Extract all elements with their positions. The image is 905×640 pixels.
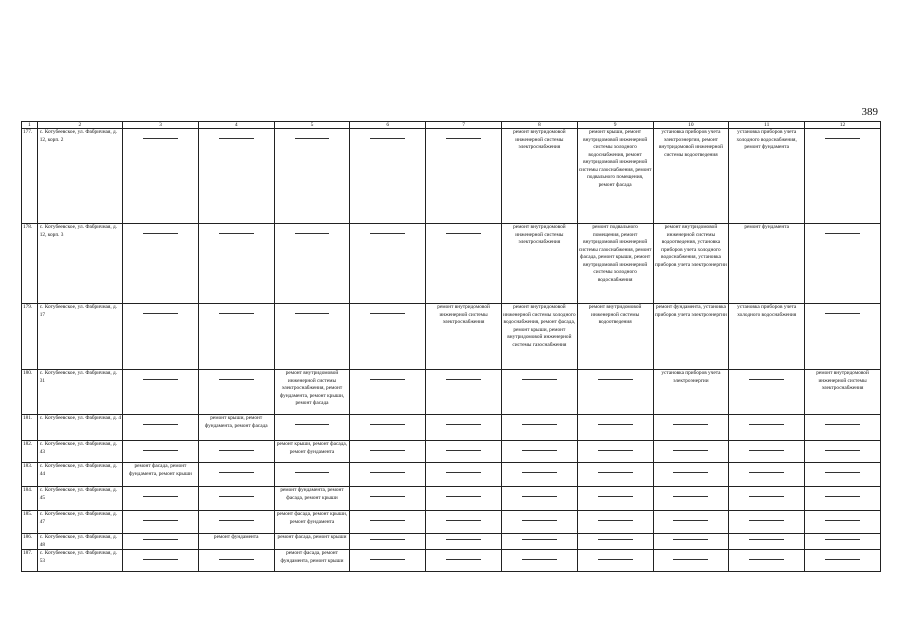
empty-cell <box>123 304 199 370</box>
works-cell: ремонт внутридомовой инженерной системы водоотведения, установка приборов учета холодного водоснабжения, установка приборов учета электроэнергии <box>653 224 729 304</box>
row-number: 178. <box>22 224 38 304</box>
empty-cell <box>198 550 274 572</box>
empty-cell <box>805 129 881 224</box>
empty-cell <box>653 441 729 463</box>
dash-mark <box>295 472 330 473</box>
row-number: 180. <box>22 370 38 415</box>
table-row <box>22 370 881 415</box>
empty-cell <box>805 550 881 572</box>
dash-mark <box>673 472 708 473</box>
dash-mark <box>825 450 860 451</box>
table-row <box>22 511 881 534</box>
works-cell: ремонт фундамента <box>198 534 274 550</box>
empty-cell <box>653 487 729 511</box>
table-row <box>22 304 881 370</box>
empty-cell <box>729 415 805 441</box>
dash-mark <box>370 313 405 314</box>
empty-cell <box>501 487 577 511</box>
dash-mark <box>370 233 405 234</box>
dash-mark <box>446 496 481 497</box>
dash-mark <box>219 472 254 473</box>
empty-cell <box>577 550 653 572</box>
address-cell: с. Котубеевское, ул. Фабричная, д. 17 <box>37 304 122 370</box>
dash-mark <box>749 559 784 560</box>
empty-cell <box>729 463 805 487</box>
dash-mark <box>522 520 557 521</box>
table-row <box>22 463 881 487</box>
address-cell: с. Котубеевское, ул. Фабричная, д. 53 <box>37 550 122 572</box>
works-cell: ремонт внутридомовой инженерной системы электроснабжения <box>805 370 881 415</box>
column-number: 7 <box>426 122 502 129</box>
works-cell: ремонт внутридомовой инженерной системы электроснабжения <box>426 304 502 370</box>
works-cell: ремонт внутридомовой инженерной системы электроснабжения, ремонт фундамента, ремонт крыши, ремонт фасада <box>274 370 350 415</box>
empty-cell <box>198 304 274 370</box>
empty-cell <box>274 463 350 487</box>
empty-cell <box>805 441 881 463</box>
empty-cell <box>653 415 729 441</box>
table-row <box>22 441 881 463</box>
dash-mark <box>598 424 633 425</box>
empty-cell <box>123 129 199 224</box>
dash-mark <box>749 539 784 540</box>
table-row <box>22 534 881 550</box>
works-cell: ремонт крыши, ремонт фундамента, ремонт фасада <box>198 415 274 441</box>
dash-mark <box>446 539 481 540</box>
empty-cell <box>198 129 274 224</box>
row-number: 185. <box>22 511 38 534</box>
dash-mark <box>522 424 557 425</box>
empty-cell <box>350 534 426 550</box>
works-cell: ремонт внутридомовой инженерной системы водоотведения <box>577 304 653 370</box>
empty-cell <box>350 415 426 441</box>
address-cell: с. Котубеевское, ул. Фабричная, д. 47 <box>37 511 122 534</box>
empty-cell <box>350 511 426 534</box>
empty-cell <box>501 441 577 463</box>
works-cell: ремонт внутридомовой инженерной системы электроснабжения <box>501 224 577 304</box>
empty-cell <box>729 511 805 534</box>
empty-cell <box>123 224 199 304</box>
dash-mark <box>370 450 405 451</box>
empty-cell <box>729 441 805 463</box>
row-number: 183. <box>22 463 38 487</box>
column-number: 3 <box>123 122 199 129</box>
column-number: 6 <box>350 122 426 129</box>
empty-cell <box>426 463 502 487</box>
dash-mark <box>219 233 254 234</box>
dash-mark <box>825 424 860 425</box>
dash-mark <box>143 379 178 380</box>
empty-cell <box>274 415 350 441</box>
dash-mark <box>749 496 784 497</box>
dash-mark <box>522 379 557 380</box>
address-cell: с. Котубеевское, ул. Фабричная, д. 45 <box>37 487 122 511</box>
works-cell: ремонт внутридомовой инженерной системы электроснабжения <box>501 129 577 224</box>
dash-mark <box>143 233 178 234</box>
empty-cell <box>501 463 577 487</box>
empty-cell <box>198 370 274 415</box>
dash-mark <box>825 520 860 521</box>
empty-cell <box>501 511 577 534</box>
dash-mark <box>446 450 481 451</box>
column-number: 4 <box>198 122 274 129</box>
column-number: 5 <box>274 122 350 129</box>
empty-cell <box>501 550 577 572</box>
dash-mark <box>219 520 254 521</box>
row-number: 184. <box>22 487 38 511</box>
dash-mark <box>219 450 254 451</box>
empty-cell <box>653 463 729 487</box>
works-cell: ремонт фасада, ремонт фундамента, ремонт крыши <box>274 550 350 572</box>
table-row <box>22 224 881 304</box>
works-cell: ремонт фундамента, установка приборов учета электроэнергии <box>653 304 729 370</box>
dash-mark <box>370 496 405 497</box>
row-number: 179. <box>22 304 38 370</box>
works-cell: ремонт крыши, ремонт внутридомовой инженерной системы холодного водоснабжения, ремонт внутридомовой инженерной системы газоснабжения, ремонт подвального помещения, ремонт фасада <box>577 129 653 224</box>
dash-mark <box>673 496 708 497</box>
dash-mark <box>673 539 708 540</box>
empty-cell <box>198 511 274 534</box>
empty-cell <box>350 550 426 572</box>
dash-mark <box>219 138 254 139</box>
dash-mark <box>598 520 633 521</box>
dash-mark <box>219 313 254 314</box>
dash-mark <box>370 424 405 425</box>
dash-mark <box>295 138 330 139</box>
dash-mark <box>825 472 860 473</box>
dash-mark <box>825 559 860 560</box>
works-cell: установка приборов учета электроэнергии, ремонт внутридомовой инженерной системы водоотведения <box>653 129 729 224</box>
empty-cell <box>729 370 805 415</box>
row-number: 187. <box>22 550 38 572</box>
address-cell: с. Котубеевское, ул. Фабричная, д. 44 <box>37 463 122 487</box>
dash-mark <box>446 379 481 380</box>
empty-cell <box>805 534 881 550</box>
dash-mark <box>295 424 330 425</box>
works-cell: ремонт крыши, ремонт фасада, ремонт фундамента <box>274 441 350 463</box>
works-cell: установка приборов учета электроэнергии <box>653 370 729 415</box>
column-number: 9 <box>577 122 653 129</box>
dash-mark <box>143 520 178 521</box>
works-cell: ремонт фасада, ремонт крыши <box>274 534 350 550</box>
dash-mark <box>825 313 860 314</box>
dash-mark <box>598 379 633 380</box>
works-cell: установка приборов учета холодного водоснабжения <box>729 304 805 370</box>
empty-cell <box>426 511 502 534</box>
empty-cell <box>426 441 502 463</box>
empty-cell <box>653 534 729 550</box>
empty-cell <box>198 463 274 487</box>
works-cell: ремонт внутридомовой инженерной системы холодного водоснабжения, ремонт фасада, ремонт крыши, ремонт внутридомовой инженерной системы газоснабжения <box>501 304 577 370</box>
address-cell: с. Котубеевское, ул. Фабричная, д. 43 <box>37 441 122 463</box>
page-number: 389 <box>861 106 878 118</box>
dash-mark <box>446 138 481 139</box>
dash-mark <box>295 233 330 234</box>
empty-cell <box>805 487 881 511</box>
empty-cell <box>123 441 199 463</box>
empty-cell <box>577 415 653 441</box>
dash-mark <box>143 138 178 139</box>
empty-cell <box>123 534 199 550</box>
dash-mark <box>598 450 633 451</box>
empty-cell <box>123 415 199 441</box>
dash-mark <box>749 379 784 380</box>
dash-mark <box>598 559 633 560</box>
dash-mark <box>749 520 784 521</box>
row-number: 182. <box>22 441 38 463</box>
empty-cell <box>501 415 577 441</box>
dash-mark <box>370 138 405 139</box>
dash-mark <box>370 379 405 380</box>
empty-cell <box>577 534 653 550</box>
empty-cell <box>729 487 805 511</box>
address-cell: с. Котубеевское, ул. Фабричная, д. 31 <box>37 370 122 415</box>
empty-cell <box>123 370 199 415</box>
empty-cell <box>653 511 729 534</box>
address-cell: с. Котубеевское, ул. Фабричная, д. 4 <box>37 415 122 441</box>
empty-cell <box>350 370 426 415</box>
empty-cell <box>653 550 729 572</box>
dash-mark <box>219 559 254 560</box>
address-cell: с. Котубеевское, ул. Фабричная, д. 12, корп. 2 <box>37 129 122 224</box>
dash-mark <box>749 450 784 451</box>
empty-cell <box>426 415 502 441</box>
dash-mark <box>522 539 557 540</box>
column-number: 8 <box>501 122 577 129</box>
dash-mark <box>446 559 481 560</box>
table-row <box>22 487 881 511</box>
empty-cell <box>577 441 653 463</box>
dash-mark <box>370 559 405 560</box>
empty-cell <box>805 224 881 304</box>
dash-mark <box>446 233 481 234</box>
empty-cell <box>274 129 350 224</box>
empty-cell <box>577 511 653 534</box>
works-cell: ремонт фундамента, ремонт фасада, ремонт крыши <box>274 487 350 511</box>
dash-mark <box>673 559 708 560</box>
empty-cell <box>123 487 199 511</box>
row-number: 181. <box>22 415 38 441</box>
empty-cell <box>729 534 805 550</box>
empty-cell <box>123 550 199 572</box>
table-row <box>22 550 881 572</box>
works-cell: установка приборов учета холодного водоснабжения, ремонт фундамента <box>729 129 805 224</box>
dash-mark <box>825 233 860 234</box>
empty-cell <box>501 370 577 415</box>
empty-cell <box>274 304 350 370</box>
dash-mark <box>446 424 481 425</box>
address-cell: с. Котубеевское, ул. Фабричная, д. 12, корп. 3 <box>37 224 122 304</box>
dash-mark <box>143 496 178 497</box>
empty-cell <box>501 534 577 550</box>
dash-mark <box>673 424 708 425</box>
works-cell: ремонт фасада, ремонт крыши, ремонт фундамента <box>274 511 350 534</box>
dash-mark <box>370 539 405 540</box>
dash-mark <box>749 424 784 425</box>
dash-mark <box>522 450 557 451</box>
dash-mark <box>825 539 860 540</box>
empty-cell <box>426 487 502 511</box>
column-number: 11 <box>729 122 805 129</box>
dash-mark <box>219 496 254 497</box>
dash-mark <box>370 472 405 473</box>
dash-mark <box>522 496 557 497</box>
column-number-row <box>22 122 881 129</box>
empty-cell <box>350 304 426 370</box>
column-number: 12 <box>805 122 881 129</box>
empty-cell <box>577 370 653 415</box>
column-number: 2 <box>37 122 122 129</box>
empty-cell <box>198 224 274 304</box>
dash-mark <box>143 539 178 540</box>
works-table <box>21 121 881 572</box>
dash-mark <box>522 559 557 560</box>
dash-mark <box>143 559 178 560</box>
empty-cell <box>805 511 881 534</box>
empty-cell <box>426 129 502 224</box>
empty-cell <box>805 463 881 487</box>
dash-mark <box>143 450 178 451</box>
dash-mark <box>673 450 708 451</box>
empty-cell <box>426 370 502 415</box>
dash-mark <box>749 472 784 473</box>
dash-mark <box>219 379 254 380</box>
empty-cell <box>350 224 426 304</box>
empty-cell <box>274 224 350 304</box>
empty-cell <box>350 463 426 487</box>
empty-cell <box>350 129 426 224</box>
empty-cell <box>577 487 653 511</box>
works-cell: ремонт подвального помещения, ремонт внутридомовой инженерной системы газоснабжения, ремонт фасада, ремонт крыши, ремонт внутридомовой инженерной системы холодного водоснабжения <box>577 224 653 304</box>
address-cell: с. Котубеевское, ул. Фабричная, д. 48 <box>37 534 122 550</box>
dash-mark <box>598 496 633 497</box>
row-number: 177. <box>22 129 38 224</box>
column-number: 1 <box>22 122 38 129</box>
empty-cell <box>805 304 881 370</box>
dash-mark <box>673 520 708 521</box>
empty-cell <box>577 463 653 487</box>
dash-mark <box>143 313 178 314</box>
table-row <box>22 415 881 441</box>
dash-mark <box>825 496 860 497</box>
dash-mark <box>825 138 860 139</box>
empty-cell <box>198 441 274 463</box>
dash-mark <box>446 472 481 473</box>
dash-mark <box>598 472 633 473</box>
empty-cell <box>198 487 274 511</box>
table-row <box>22 129 881 224</box>
dash-mark <box>522 472 557 473</box>
works-cell: ремонт фундамента <box>729 224 805 304</box>
empty-cell <box>426 550 502 572</box>
dash-mark <box>446 520 481 521</box>
empty-cell <box>123 511 199 534</box>
works-cell: ремонт фасада, ремонт фундамента, ремонт крыши <box>123 463 199 487</box>
row-number: 186. <box>22 534 38 550</box>
dash-mark <box>143 424 178 425</box>
empty-cell <box>350 441 426 463</box>
dash-mark <box>295 313 330 314</box>
column-number: 10 <box>653 122 729 129</box>
empty-cell <box>729 550 805 572</box>
dash-mark <box>598 539 633 540</box>
empty-cell <box>426 534 502 550</box>
empty-cell <box>805 415 881 441</box>
dash-mark <box>370 520 405 521</box>
empty-cell <box>350 487 426 511</box>
empty-cell <box>426 224 502 304</box>
